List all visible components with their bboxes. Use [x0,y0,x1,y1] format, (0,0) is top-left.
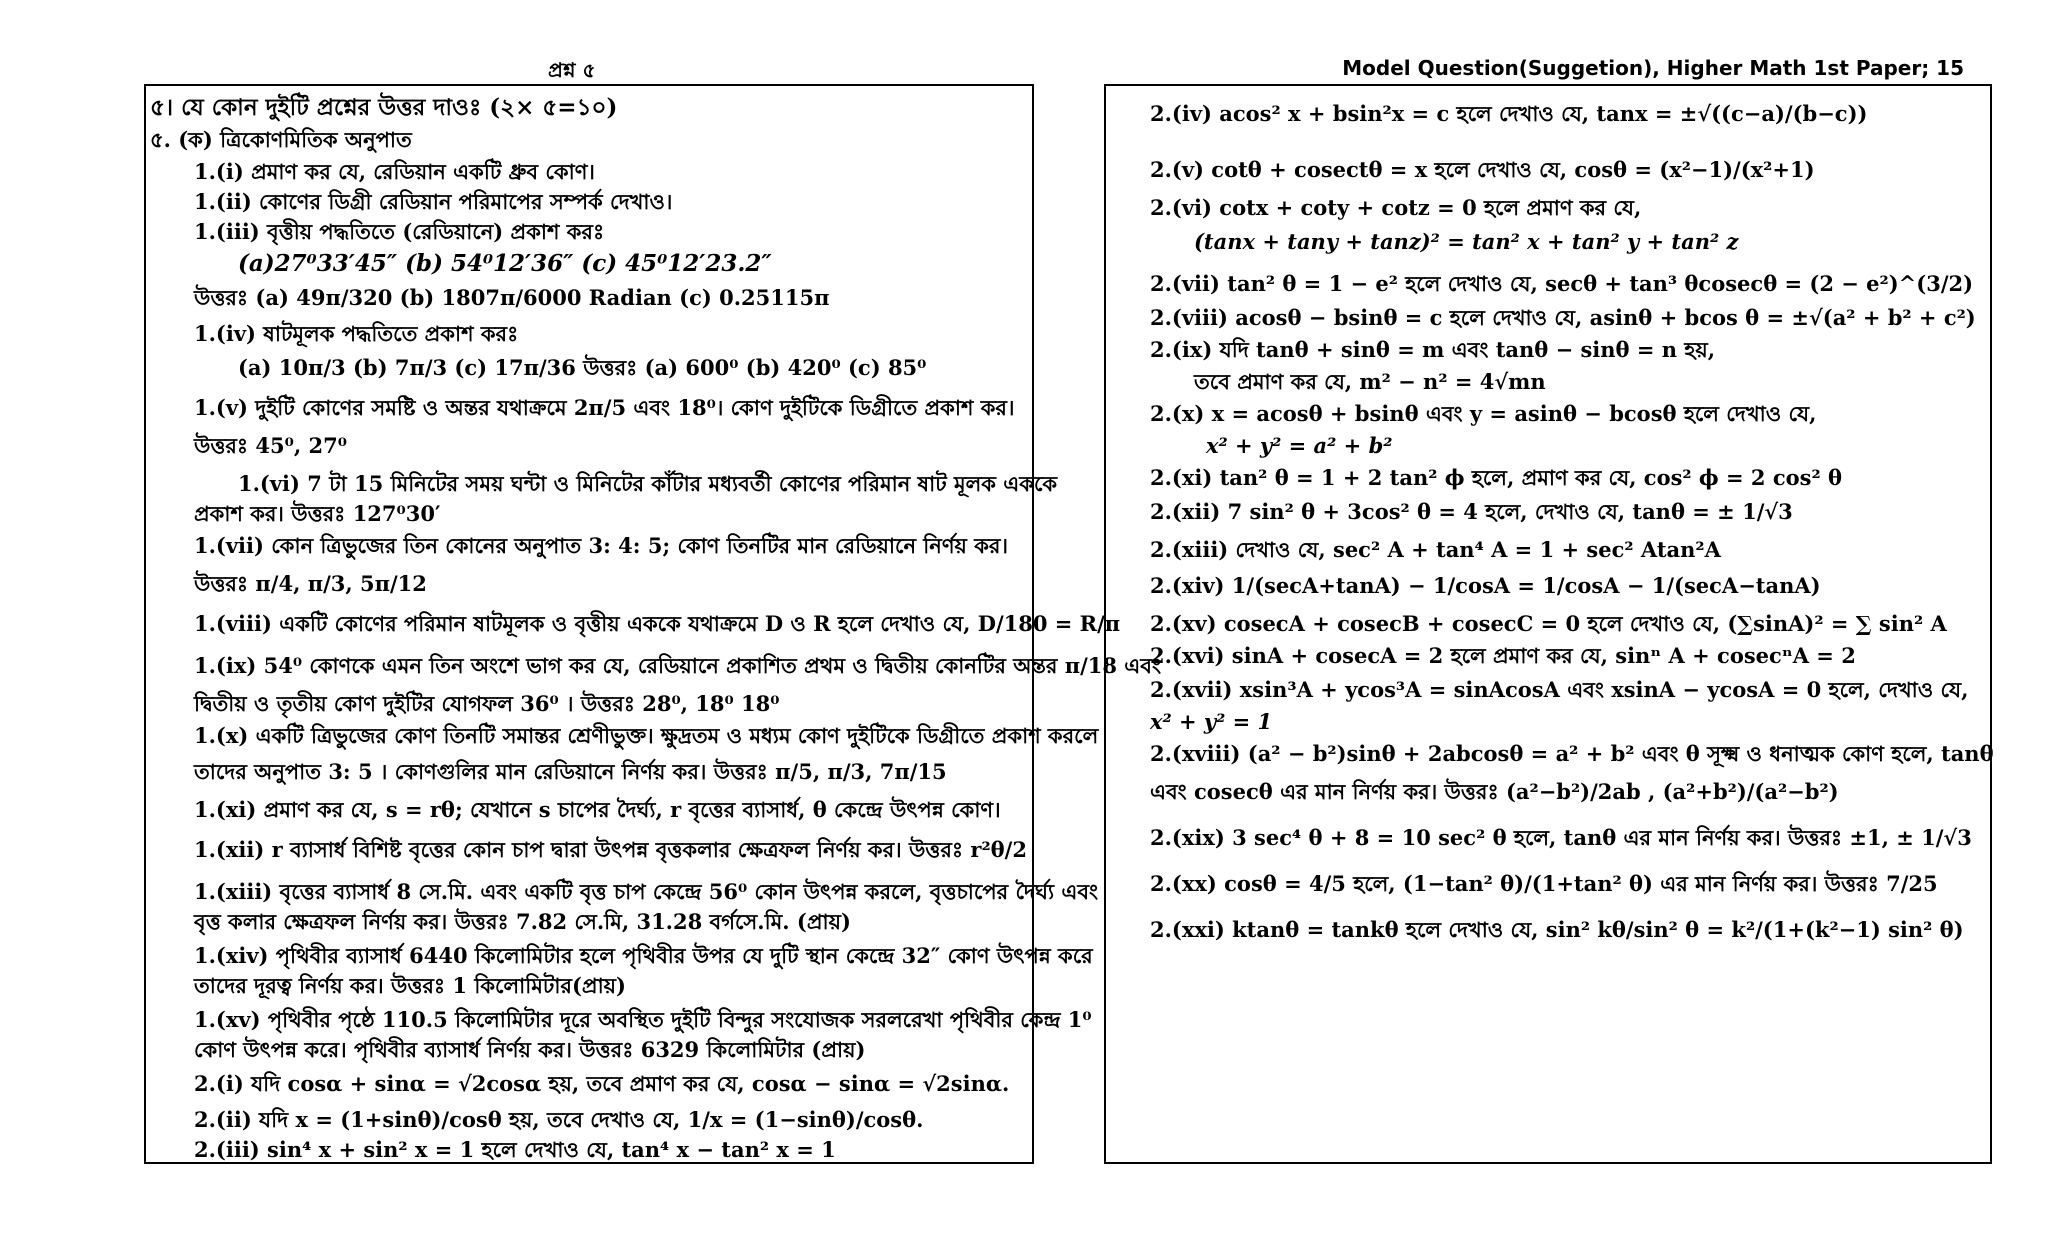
question-line: (a)27⁰33′45″ (b) 54⁰12′36″ (c) 45⁰12′23.2″ [238,250,772,277]
answer-line: উত্তরঃ 45⁰, 27⁰ [194,433,347,458]
question-line: 1.(x) একটি ত্রিভুজের কোণ তিনটি সমান্তর শ্রেণীভুক্ত। ক্ষুদ্রতম ও মধ্যম কোণ দুইটিকে ডিগ্রীতে প্রকাশ করলে [194,723,1099,748]
question-line: 1.(i) প্রমাণ কর যে, রেডিয়ান একটি ধ্রুব কোণ। [194,159,595,184]
answer-line: এবং cosecθ এর মান নির্ণয় কর। উত্তরঃ (a²−b²)/2ab , (a²+b²)/(a²−b²) [1150,779,1839,804]
answer-line: উত্তরঃ π/4, π/3, 5π/12 [194,571,427,596]
question-line: 1.(vi) 7 টা 15 মিনিটের সময় ঘন্টা ও মিনিটের কাঁটার মধ্যবর্তী কোণের পরিমান ষাট মূলক এককে [238,471,1058,496]
question-line: 1.(xv) পৃথিবীর পৃষ্ঠে 110.5 কিলোমিটার দূরে অবস্থিত দুইটি বিন্দুর সংযোজক সরলরেখা পৃথিবীর কেন্দ্র 1⁰ [194,1007,1092,1032]
question-line: 1.(xii) r ব্যাসার্ধ বিশিষ্ট বৃত্তের কোন চাপ দ্বারা উৎপন্ন বৃত্তকলার ক্ষেত্রফল নির্ণয় কর। উত্তরঃ r²θ/2 [194,837,1027,862]
question-line: 1.(v) দুইটি কোণের সমষ্টি ও অন্তর যথাক্রমে 2π/5 এবং 18⁰। কোণ দুইটিকে ডিগ্রীতে প্রকাশ কর। [194,395,1015,420]
question-line: 1.(vii) কোন ত্রিভুজের তিন কোনের অনুপাত 3: 4: 5; কোণ তিনটির মান রেডিয়ানে নির্ণয় কর। [194,533,1008,558]
page-header-title: Model Question(Suggetion), Higher Math 1st Paper; 15 [1342,56,1964,80]
question-line: তবে প্রমাণ কর যে, m² − n² = 4√mn [1194,369,1546,394]
question-line: 2.(ii) যদি x = (1+sinθ)/cosθ হয়, তবে দেখাও যে, 1/x = (1−sinθ)/cosθ. [194,1107,924,1132]
question-line: 2.(vi) cotx + coty + cotz = 0 হলে প্রমাণ কর যে, [1150,195,1642,220]
question-line: 2.(i) যদি cosα + sinα = √2cosα হয়, তবে প্রমাণ কর যে, cosα − sinα = √2sinα. [194,1071,1010,1096]
question-line: 2.(xi) tan² θ = 1 + 2 tan² ϕ হলে, প্রমাণ কর যে, cos² ϕ = 2 cos² θ [1150,465,1842,490]
question-line: 2.(iii) sin⁴ x + sin² x = 1 হলে দেখাও যে, tan⁴ x − tan² x = 1 [194,1137,836,1162]
question-line: 2.(xx) cosθ = 4/5 হলে, (1−tan² θ)/(1+tan² θ) এর মান নির্ণয় কর। উত্তরঃ 7/25 [1150,871,1938,896]
question-line: দ্বিতীয় ও তৃতীয় কোণ দুইটির যোগফল 36⁰ । উত্তরঃ 28⁰, 18⁰ 18⁰ [194,691,780,716]
subsection-heading: ৫. (ক) ত্রিকোণমিতিক অনুপাত [150,127,412,152]
question-line: 1.(xiii) বৃত্তের ব্যাসার্ধ 8 সে.মি. এবং একটি বৃত্ত চাপ কেন্দ্রে 56⁰ কোন উৎপন্ন করলে, বৃত্তচাপের দৈর্ঘ্য এবং [194,879,1099,904]
page-label: প্রশ্ন ৫ [548,58,596,82]
question-line: (a) 10π/3 (b) 7π/3 (c) 17π/36 উত্তরঃ (a) 600⁰ (b) 420⁰ (c) 85⁰ [238,355,927,380]
question-line: 1.(iii) বৃত্তীয় পদ্ধতিতে (রেডিয়ানে) প্রকাশ করঃ [194,219,605,244]
question-line: 2.(iv) acos² x + bsin²x = c হলে দেখাও যে, tanx = ±√((c−a)/(b−c)) [1150,101,1868,126]
answer-line: তাদের অনুপাত 3: 5 । কোণগুলির মান রেডিয়ানে নির্ণয় কর। উত্তরঃ π/5, π/3, 7π/15 [194,759,947,784]
question-line: 2.(xiii) দেখাও যে, sec² A + tan⁴ A = 1 + sec² Atan²A [1150,537,1721,562]
answer-line: প্রকাশ কর। উত্তরঃ 127⁰30′ [194,501,441,526]
answer-line: উত্তরঃ (a) 49π/320 (b) 1807π/6000 Radian (c) 0.25115π [194,285,830,310]
answer-line: কোণ উৎপন্ন করে। পৃথিবীর ব্যাসার্ধ নির্ণয় কর। উত্তরঃ 6329 কিলোমিটার (প্রায়) [194,1037,866,1062]
question-line: 2.(ix) যদি tanθ + sinθ = m এবং tanθ − sinθ = n হয়, [1150,337,1716,362]
question-line: 1.(xiv) পৃথিবীর ব্যাসার্ধ 6440 কিলোমিটার হলে পৃথিবীর উপর যে দুটি স্থান কেন্দ্রে 32″ কোণ উৎপন্ন করে [194,943,1093,968]
question-line: 2.(xvi) sinA + cosecA = 2 হলে প্রমাণ কর যে, sinⁿ A + cosecⁿA = 2 [1150,643,1856,668]
question-line: 2.(xiv) 1/(secA+tanA) − 1/cosA = 1/cosA − 1/(secA−tanA) [1150,573,1821,598]
question-line: 2.(x) x = acosθ + bsinθ এবং y = asinθ − bcosθ হলে দেখাও যে, [1150,401,1817,426]
question-line: 2.(vii) tan² θ = 1 − e² হলে দেখাও যে, secθ + tan³ θcosecθ = (2 − e²)^(3/2) [1150,271,1974,296]
section-heading: ৫। যে কোন দুইটি প্রশ্নের উত্তর দাওঃ (২× ৫=১০) [150,94,618,121]
question-line: 1.(iv) ষাটমূলক পদ্ধতিতে প্রকাশ করঃ [194,321,519,346]
question-line: 1.(viii) একটি কোণের পরিমান ষাটমূলক ও বৃত্তীয় এককে যথাক্রমে D ও R হলে দেখাও যে, D/180 = R/π [194,611,1121,636]
question-line: 2.(xxi) ktanθ = tankθ হলে দেখাও যে, sin² kθ/sin² θ = k²/(1+(k²−1) sin² θ) [1150,917,1964,942]
answer-line: তাদের দূরত্ব নির্ণয় কর। উত্তরঃ 1 কিলোমিটার(প্রায়) [194,973,626,998]
question-line: x² + y² = 1 [1150,709,1273,734]
question-line: 2.(xix) 3 sec⁴ θ + 8 = 10 sec² θ হলে, tanθ এর মান নির্ণয় কর। উত্তরঃ ±1, ± 1/√3 [1150,825,1972,850]
question-line: (tanx + tany + tanz)² = tan² x + tan² y + tan² z [1194,229,1739,254]
answer-line: বৃত্ত কলার ক্ষেত্রফল নির্ণয় কর। উত্তরঃ 7.82 সে.মি, 31.28 বর্গসে.মি. (প্রায়) [194,909,851,934]
question-line: x² + y² = a² + b² [1206,433,1393,458]
question-line: 1.(ix) 54⁰ কোণকে এমন তিন অংশে ভাগ কর যে, রেডিয়ানে প্রকাশিত প্রথম ও দ্বিতীয় কোনটির অন্তর π/18 এবং [194,653,1162,678]
question-line: 2.(xii) 7 sin² θ + 3cos² θ = 4 হলে, দেখাও যে, tanθ = ± 1/√3 [1150,499,1793,524]
question-line: 1.(xi) প্রমাণ কর যে, s = rθ; যেখানে s চাপের দৈর্ঘ্য, r বৃত্তের ব্যাসার্ধ, θ কেন্দ্রে উৎপন্ন কোণ। [194,797,1001,822]
question-line: 2.(xviii) (a² − b²)sinθ + 2abcosθ = a² + b² এবং θ সূক্ষ্ম ও ধনাত্মক কোণ হলে, tanθ [1150,741,1994,766]
question-line: 2.(xv) cosecA + cosecB + cosecC = 0 হলে দেখাও যে, (∑sinA)² = ∑ sin² A [1150,611,1947,636]
question-line: 2.(xvii) xsin³A + ycos³A = sinAcosA এবং xsinA − ycosA = 0 হলে, দেখাও যে, [1150,677,1969,702]
question-line: 2.(viii) acosθ − bsinθ = c হলে দেখাও যে, asinθ + bcos θ = ±√(a² + b² + c²) [1150,305,1976,330]
right-question-panel [1104,84,1992,1164]
left-question-panel [144,84,1162,1164]
question-line: 1.(ii) কোণের ডিগ্রী রেডিয়ান পরিমাপের সম্পর্ক দেখাও। [194,189,673,214]
question-line: 2.(v) cotθ + cosectθ = x হলে দেখাও যে, cosθ = (x²−1)/(x²+1) [1150,157,1815,182]
